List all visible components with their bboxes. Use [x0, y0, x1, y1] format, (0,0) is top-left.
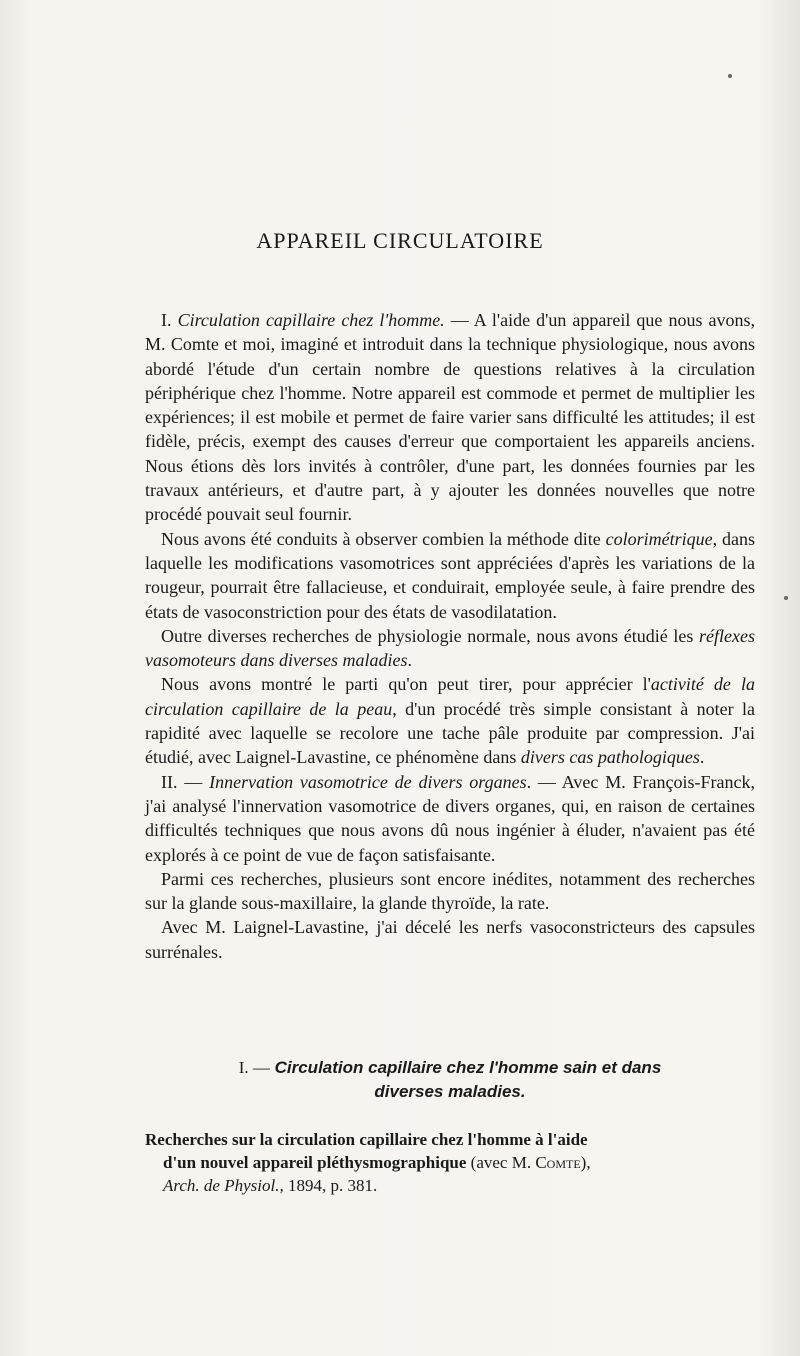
p4-text-c: . — [699, 747, 705, 768]
paragraph-4 — [145, 672, 755, 769]
section-title-line-2: diverses maladies. — [374, 1082, 526, 1101]
speck — [784, 596, 788, 600]
section-number: I. — — [238, 1058, 270, 1077]
p1-text: — A l'aide d'un appareil que nous avons, M. Comte et moi, imaginé et introduit dans la technique physiologique, nous avons abordé l'étude d'un certain nombre de questions relatives à la circulation périphérique chez l'homme. Notre appareil est commode et permet de multiplier les expériences; il est mobile et permet de faire varier sans difficulté les attitudes; il est fidèle, précis, exempt des causes d'erreur que comportaient les appareils anciens. Nous étions dès lors invités à contrôler, d'une part, les données fournies par les travaux antérieurs, et d'autre part, à y ajouter les données nouvelles que notre procédé pouvait seul fournir. — [145, 310, 756, 525]
p5-italic: Innervation vasomotrice de divers organes — [209, 771, 527, 792]
paragraph-1 — [145, 308, 755, 527]
reference-close: ), — [580, 1153, 591, 1172]
p3-text-b: . — [407, 650, 412, 671]
section-heading — [145, 1056, 755, 1104]
reference-author: Comte — [535, 1153, 581, 1172]
bibliographic-reference — [145, 1128, 755, 1197]
p1-lead: I. — [161, 310, 172, 330]
p4-italic-2: divers cas pathologiques — [520, 747, 700, 768]
p2-italic: colorimétrique — [605, 528, 713, 549]
p2-text-b: , dans laquelle les modifications vasomotrices sont appréciées d'après les variations de la rougeur, pourrait être fallacieuse, et conduirait, employée seule, à faire prendre des états de vasoconstriction pour des états de vasodilatation. — [145, 528, 755, 622]
reference-title-line-1: Recherches sur la circulation capillaire chez l'homme à l'aide — [145, 1130, 588, 1149]
reference-details: , 1894, p. 381. — [279, 1176, 378, 1195]
reference-journal: Arch. de Physiol. — [163, 1176, 280, 1195]
p1-heading: Circulation capillaire chez l'homme. — [177, 310, 445, 330]
paragraph-7: Avec M. Laignel-Lavastine, j'ai décelé les nerfs vasoconstricteurs des capsules surrénales. — [145, 917, 755, 962]
p2-text-a: Nous avons été conduits à observer combien la méthode dite — [161, 528, 606, 549]
p3-italic: réflexes vasomoteurs dans diverses maladies — [145, 625, 755, 671]
section-title-line-1: Circulation capillaire chez l'homme sain et dans — [274, 1058, 662, 1077]
paragraph-5 — [145, 770, 755, 867]
p3-text-a: Outre diverses recherches de physiologie normale, nous avons étudié les — [161, 625, 700, 646]
reference-title-line-2: d'un nouvel appareil pléthysmographique — [163, 1153, 467, 1172]
p4-text-b: , d'un procédé très simple consistant à noter la rapidité avec laquelle se recolore une tache pâle produite par compression. J'ai étudié, avec Laignel-Lavastine, ce phénomène dans — [145, 698, 755, 768]
paragraph-2 — [145, 527, 755, 624]
p5-lead: II. — — [161, 771, 210, 792]
paragraph-3 — [145, 624, 755, 673]
p4-italic: activité de la circulation capillaire de la peau — [145, 674, 756, 719]
p4-text-a: Nous avons montré le parti qu'on peut tirer, pour apprécier l' — [161, 674, 651, 695]
page-title: APPAREIL CIRCULATOIRE — [256, 228, 544, 253]
p5-text: . — Avec M. François-Franck, j'ai analysé l'innervation vasomotrice de divers organes, qui, en raison de certaines difficultés techniques que nous avons dû nous ingénier à éluder, n'avaient pas été explorés à ce point de vue de façon satisfaisante. — [145, 771, 755, 865]
speck — [728, 74, 732, 78]
paragraph-6: Parmi ces recherches, plusieurs sont encore inédites, notamment des recherches sur la glande sous-maxillaire, la glande thyroïde, la rate. — [145, 868, 755, 914]
body-text — [145, 308, 755, 964]
reference-with: (avec M. — [466, 1153, 536, 1172]
